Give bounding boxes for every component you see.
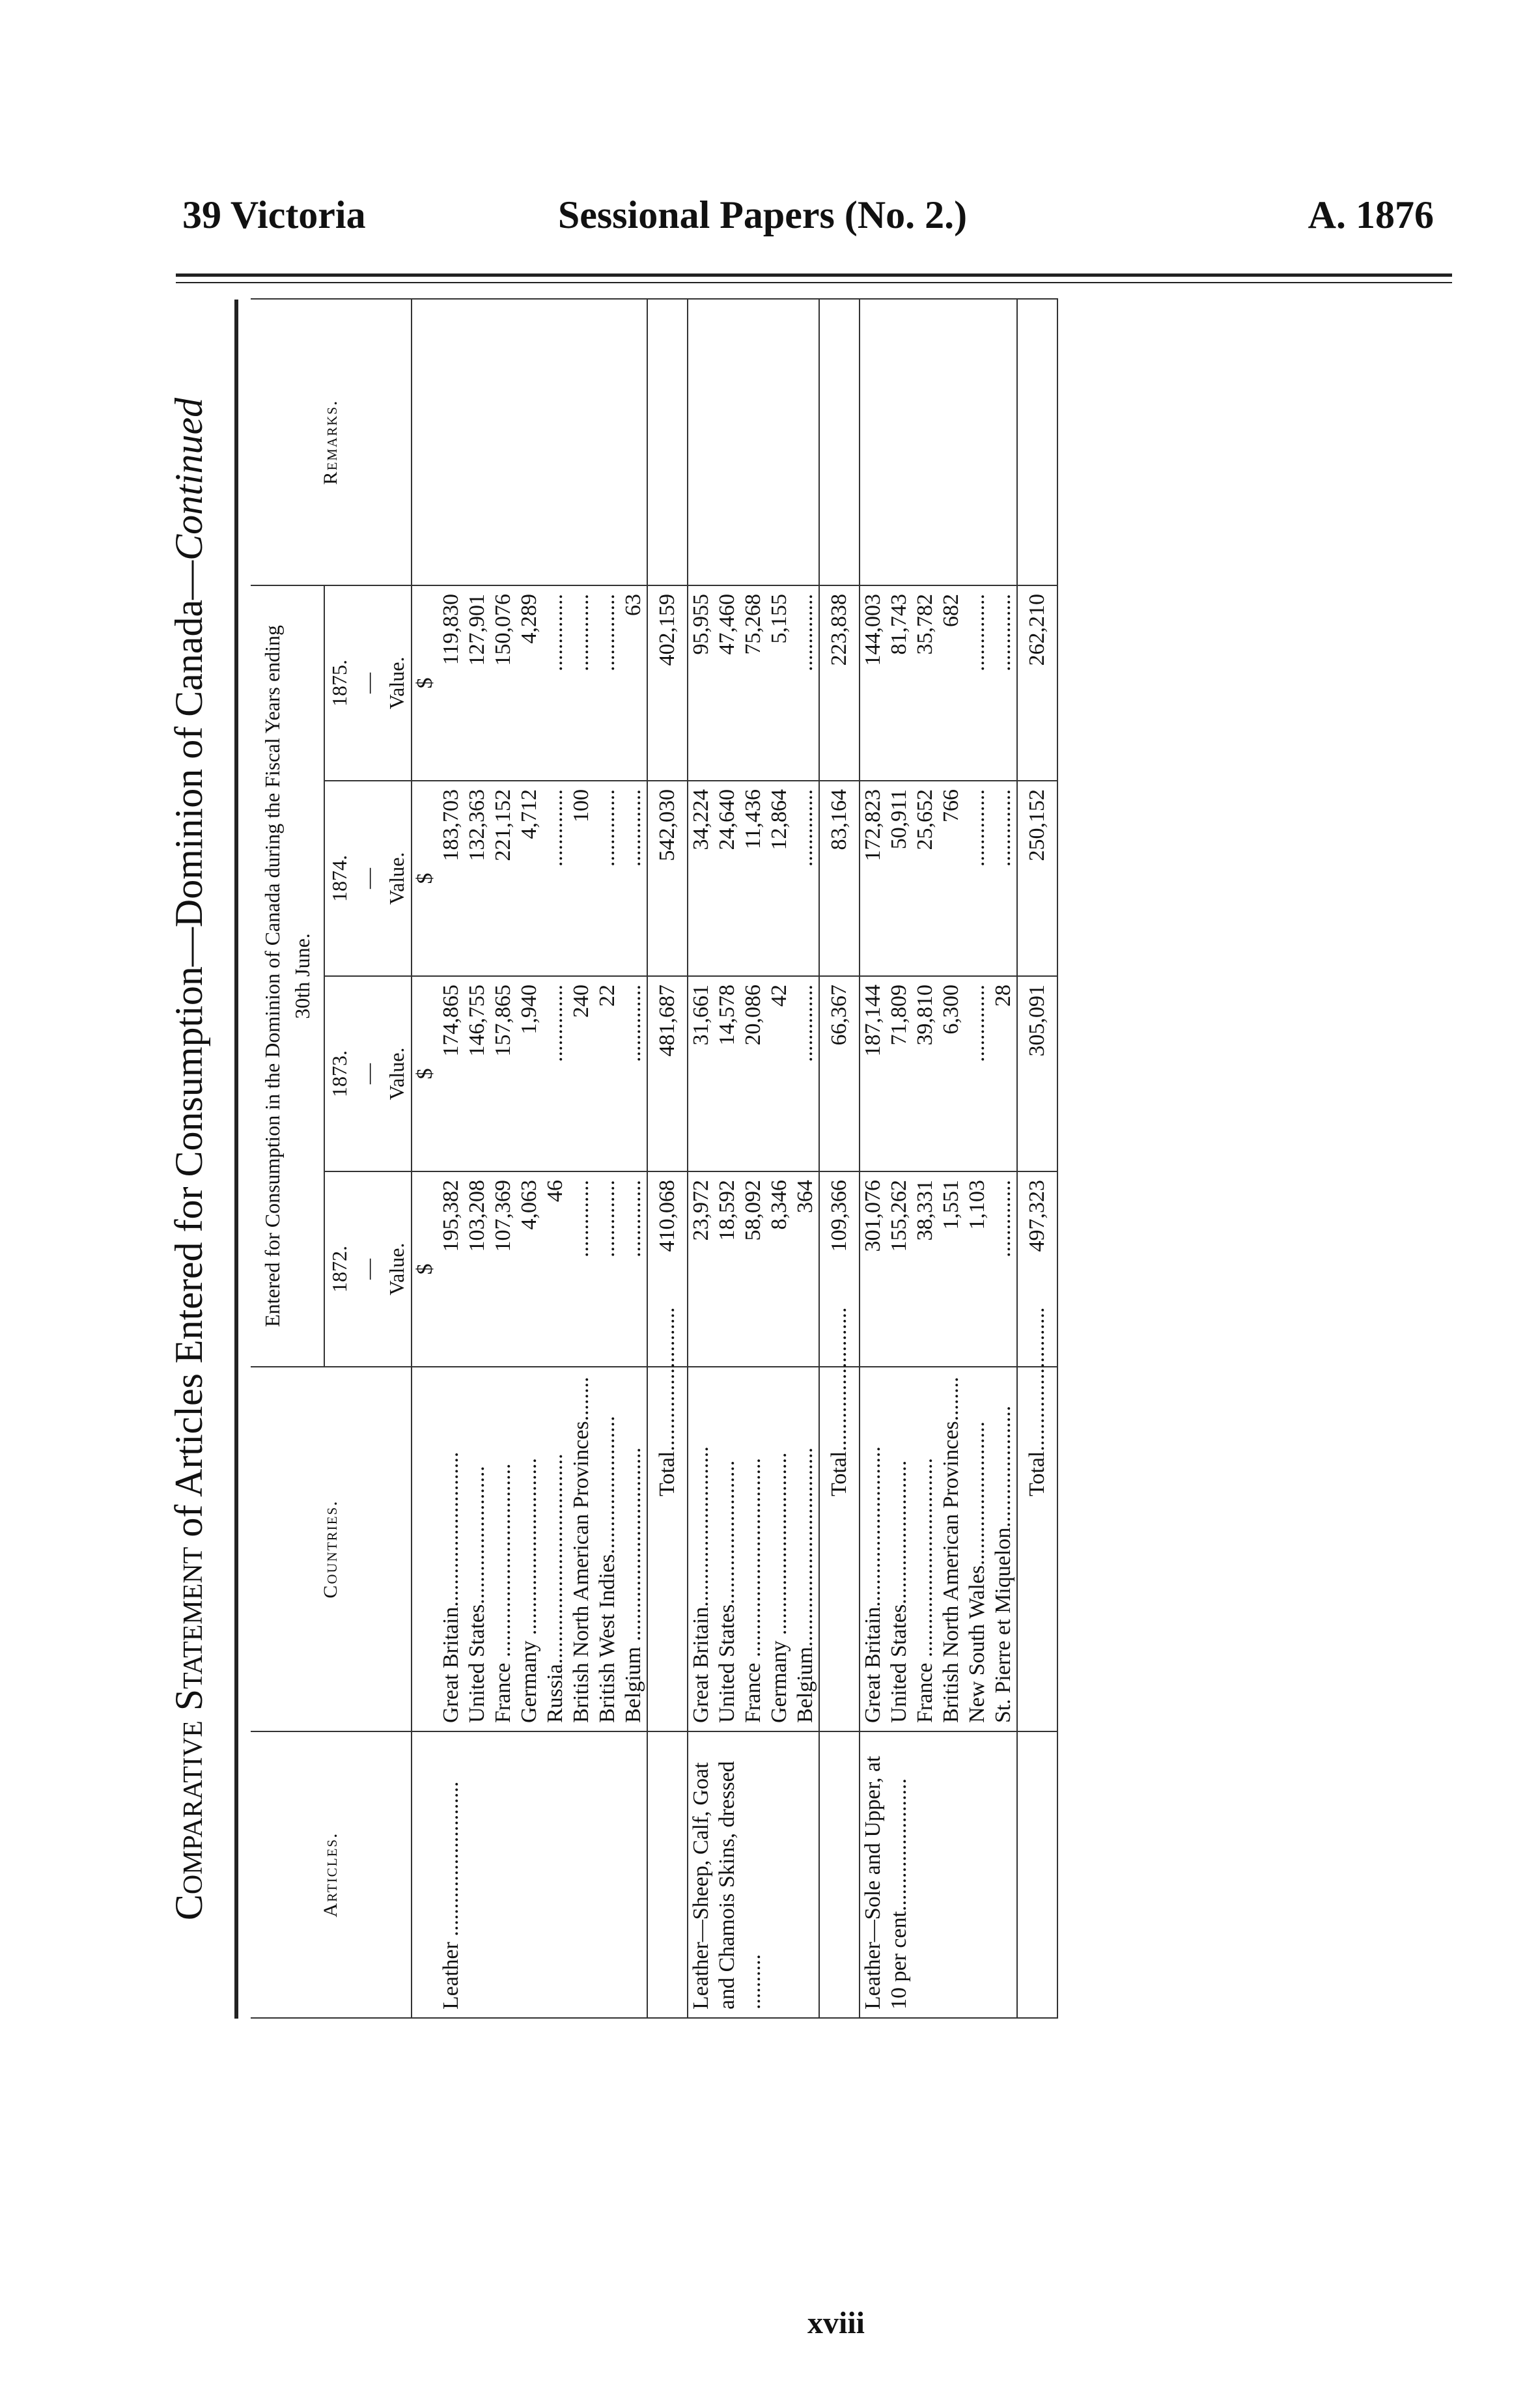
countries-list: Great Britain............................. United States.......................... France .................................... Germany ................................. Belgium.................................... (688, 1367, 819, 1731)
total-1872: 109,366 (819, 1171, 860, 1367)
values-1875: 144,003 81,743 35,782 682 .............. .............. (860, 585, 1017, 781)
values-1874: 34,224 24,640 11,436 12,864 .............. (688, 781, 819, 976)
title-main: of Articles Entered for Consumption—Dominion of Canada— (167, 560, 210, 1547)
total-row (647, 299, 688, 2018)
total-1875: 402,159 (647, 585, 688, 781)
header-rule-thin (176, 282, 1452, 283)
header-year: A. 1876 (1308, 193, 1434, 236)
table-row (860, 299, 1017, 2018)
total-1873: 305,091 (1017, 976, 1057, 1171)
values-1875: 119,830 127,901 150,076 4,289 .............. .............. .............. 63 (438, 585, 647, 781)
countries-list: Great Britain............................. United States.......................... France .................................... British North American Provinces........ New South Wales.......................... St. Pierre et Miquelon...................... (860, 1367, 1017, 1731)
countries-header: Countries. (251, 1367, 412, 1731)
values-1872: 301,076 155,262 38,331 1,551 1,103 .............. (860, 1171, 1017, 1367)
rotated-table-page (169, 300, 1446, 2019)
year-1875-header: 1875. — Value. (324, 585, 412, 781)
total-1873: 481,687 (647, 976, 688, 1171)
total-1874: 250,152 (1017, 781, 1057, 976)
consumption-table (251, 298, 1058, 2019)
currency-1875: $ (412, 585, 438, 781)
values-1874: 172,823 50,911 25,652 766 .............. .............. (860, 781, 1017, 976)
values-1874: 183,703 132,363 221,152 4,712 .............. 100 .............. .............. (438, 781, 647, 976)
values-1873: 174,865 146,755 157,865 1,940 .............. 240 22 .............. (438, 976, 647, 1171)
values-1872: 195,382 103,208 107,369 4,063 46 .............. .............. .............. (438, 1171, 647, 1367)
values-1875: 95,955 47,460 75,268 5,155 .............. (688, 585, 819, 781)
header-sessional-papers: Sessional Papers (No. 2.) (557, 193, 968, 236)
year-1872-header: 1872. — Value. (324, 1171, 412, 1367)
title-suffix: Continued (167, 397, 210, 561)
article-leather: Leather ............................ (438, 1731, 647, 2018)
values-1873: 31,661 14,578 20,086 42 .............. (688, 976, 819, 1171)
entered-header: Entered for Consumption in the Dominion of Canada during the Fiscal Years ending 30th June. (251, 585, 324, 1367)
values-1872: 23,972 18,592 58,092 8,346 364 (688, 1171, 819, 1367)
total-row (819, 299, 860, 2018)
currency-1872: $ (412, 1171, 438, 1367)
page-number: xviii (807, 2306, 865, 2340)
total-1874: 83,164 (819, 781, 860, 976)
total-1875: 223,838 (819, 585, 860, 781)
header-session: 39 Victoria (182, 193, 366, 236)
title-rule (234, 300, 238, 2019)
article-sheep-calf-goat: Leather—Sheep, Calf, Goat and Chamois Skins, dressed .......... (688, 1731, 819, 2018)
title-prefix: Comparative Statement (167, 1547, 210, 1921)
articles-header: Articles. (251, 1731, 412, 2018)
total-label: Total.......................... (647, 1367, 688, 1731)
article-sole-upper: Leather—Sole and Upper, at 10 per cent........................ (860, 1731, 1017, 2018)
remarks-header: Remarks. (251, 299, 412, 585)
total-1872: 410,068 (647, 1171, 688, 1367)
total-1875: 262,210 (1017, 585, 1057, 781)
currency-1873: $ (412, 976, 438, 1171)
header-rule-thick (176, 273, 1452, 277)
countries-list: Great Britain............................ United States......................... France ................................... Germany ................................ Russia...................................... British North American Provinces........ British West Indies......................... Belgium ................................... (438, 1367, 647, 1731)
total-1874: 542,030 (647, 781, 688, 976)
currency-1874: $ (412, 781, 438, 976)
total-row (1017, 299, 1057, 2018)
values-1873: 187,144 71,809 39,810 6,300 .............. 28 (860, 976, 1017, 1171)
total-1873: 66,367 (819, 976, 860, 1171)
total-label: Total.......................... (819, 1367, 860, 1731)
currency-row (412, 299, 438, 2018)
table-row (438, 299, 647, 2018)
header-row (251, 299, 324, 2018)
year-1873-header: 1873. — Value. (324, 976, 412, 1171)
page-title (169, 300, 208, 2019)
total-1872: 497,323 (1017, 1171, 1057, 1367)
year-1874-header: 1874. — Value. (324, 781, 412, 976)
table-row (688, 299, 819, 2018)
total-label: Total.......................... (1017, 1367, 1057, 1731)
